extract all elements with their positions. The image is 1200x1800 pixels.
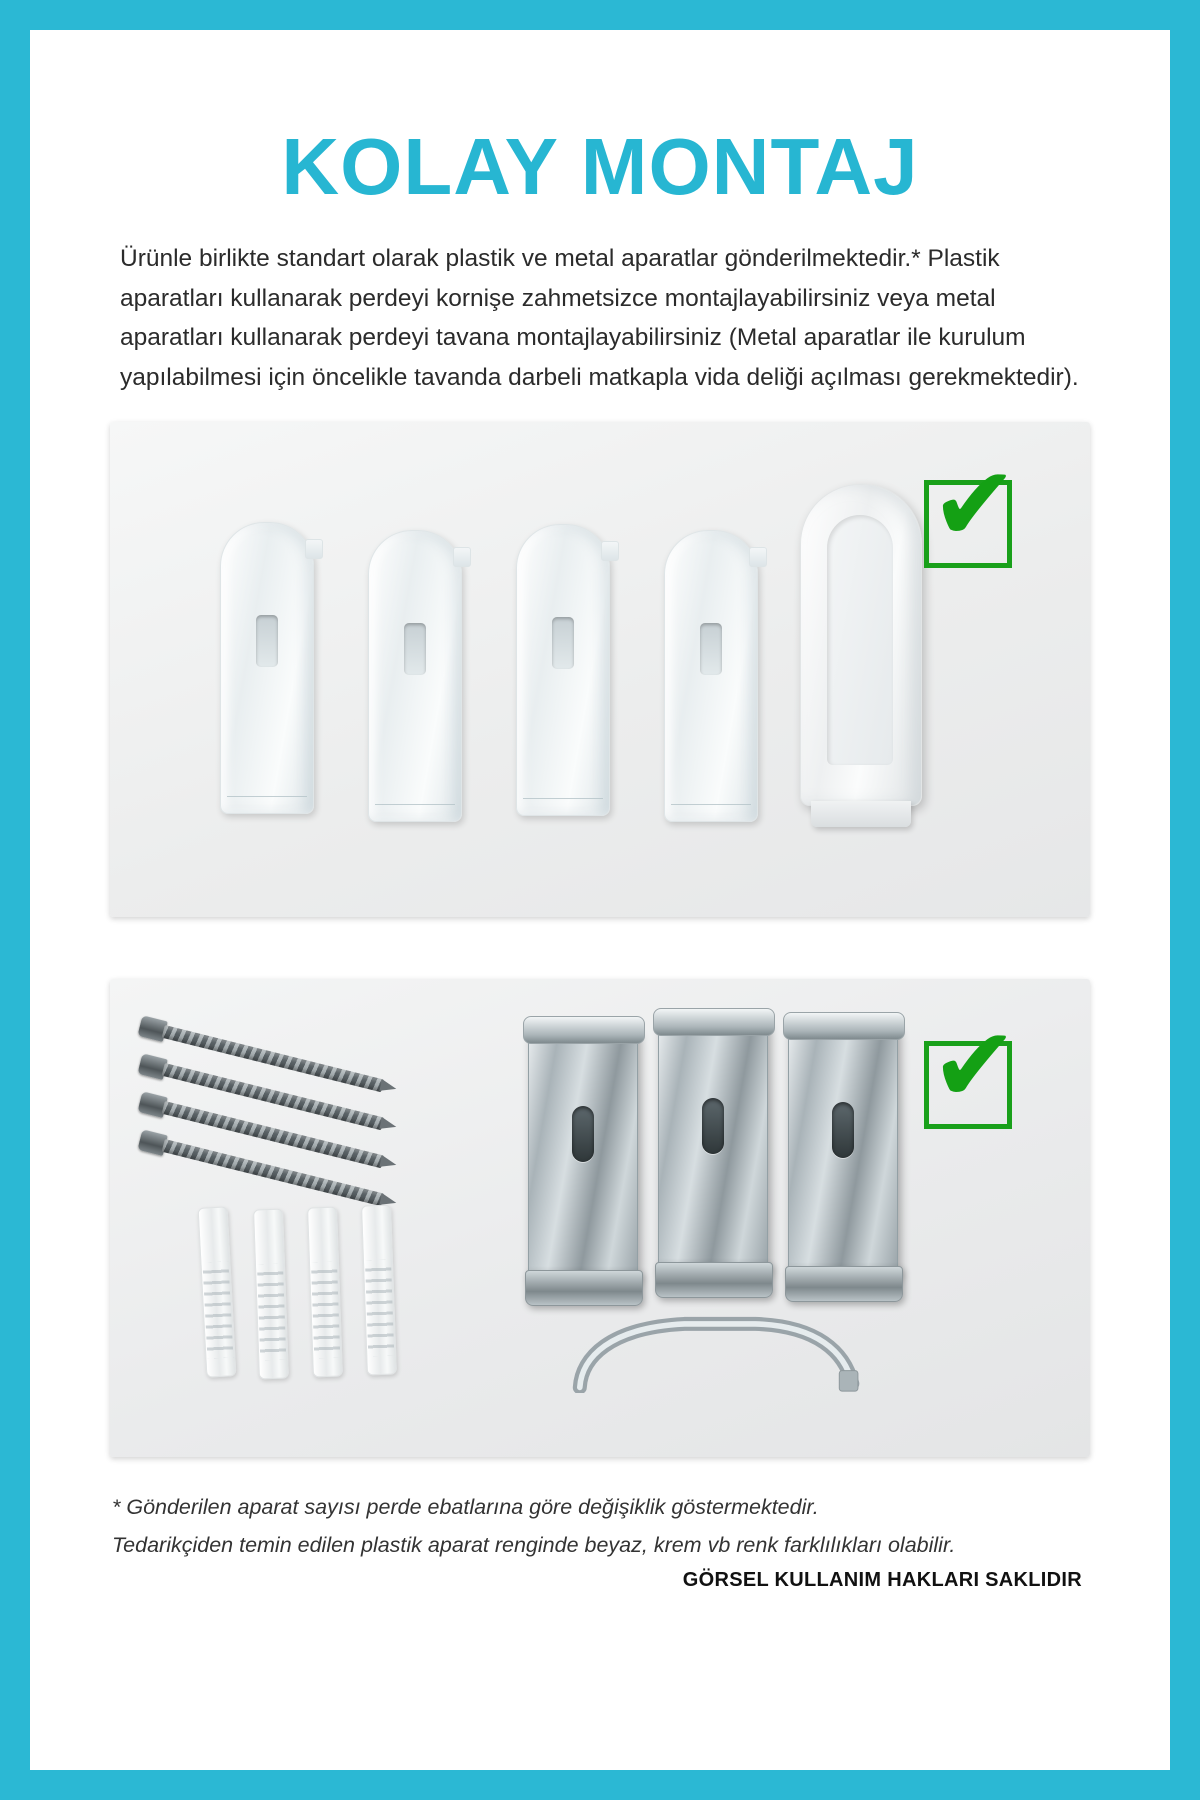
metal-parts-photo (110, 979, 1090, 1457)
check-mark-icon: ✔ (930, 1003, 1018, 1126)
vida-2 (138, 1055, 385, 1132)
clip-tab-icon (305, 539, 323, 559)
bracket-top-icon (523, 1016, 645, 1044)
copyright-notice: GÖRSEL KULLANIM HAKLARI SAKLIDIR (682, 1569, 1082, 1592)
screw-tip-icon (379, 1155, 397, 1171)
beyaz-plastik-aparat (800, 484, 922, 806)
footnotes (100, 1475, 1100, 1593)
dubel-2 (253, 1208, 289, 1379)
metal-braket-1 (528, 1027, 638, 1281)
clip-tab-icon (749, 547, 767, 567)
plastic-parts-photo (110, 422, 1090, 917)
plastik-klips-4 (664, 530, 758, 822)
plastik-klips-1 (220, 522, 314, 814)
vida-4 (138, 1131, 385, 1208)
bracket-foot-icon (525, 1270, 643, 1306)
screw-tip-icon (379, 1117, 397, 1133)
plastik-klips-3 (516, 524, 610, 816)
vida-3 (138, 1093, 385, 1170)
bracket-slot-icon (572, 1106, 594, 1162)
beyaz-aparat-ayak (811, 801, 911, 827)
footnote-line-2: Tedarikçiden temin edilen plastik aparat renginde beyaz, krem vb renk farklılıkları olabilir. (112, 1533, 956, 1557)
bracket-foot-icon (785, 1266, 903, 1302)
vida-1 (138, 1017, 385, 1094)
bracket-foot-icon (655, 1262, 773, 1298)
screw-tip-icon (379, 1079, 397, 1095)
bracket-top-icon (653, 1008, 775, 1036)
bracket-top-icon (783, 1012, 905, 1040)
dubel-3 (307, 1206, 343, 1377)
check-mark-icon: ✔ (930, 442, 1018, 565)
poster-content (30, 30, 1170, 1770)
dubel-1 (198, 1206, 237, 1377)
metal-braket-3 (788, 1023, 898, 1277)
metal-braket-2 (658, 1019, 768, 1273)
intro-paragraph: Ürünle birlikte standart olarak plastik ve metal aparatlar gönderilmektedir.* Plastik aparatları kullanarak perdeyi kornişe zahmetsizce montajlayabilirsiniz veya metal aparatları kullanarak perdeyi tavana montajlayabilirsiniz (Metal aparatlar ile kurulum yapılabilmesi için öncelikle tavanda darbeli matkapla vida deliği açılması gerekmektedir). (120, 245, 1079, 392)
plastik-klips-2 (368, 530, 462, 822)
clip-tab-icon (453, 547, 471, 567)
page-title: KOLAY MONTAJ (281, 122, 919, 211)
footnote-line-1: * Gönderilen aparat sayısı perde ebatlarına göre değişiklik göstermektedir. (112, 1494, 819, 1519)
clip-tab-icon (601, 541, 619, 561)
dubel-4 (361, 1204, 397, 1375)
bracket-slot-icon (702, 1098, 724, 1154)
yay-klips (562, 1309, 872, 1393)
bracket-slot-icon (832, 1102, 854, 1158)
